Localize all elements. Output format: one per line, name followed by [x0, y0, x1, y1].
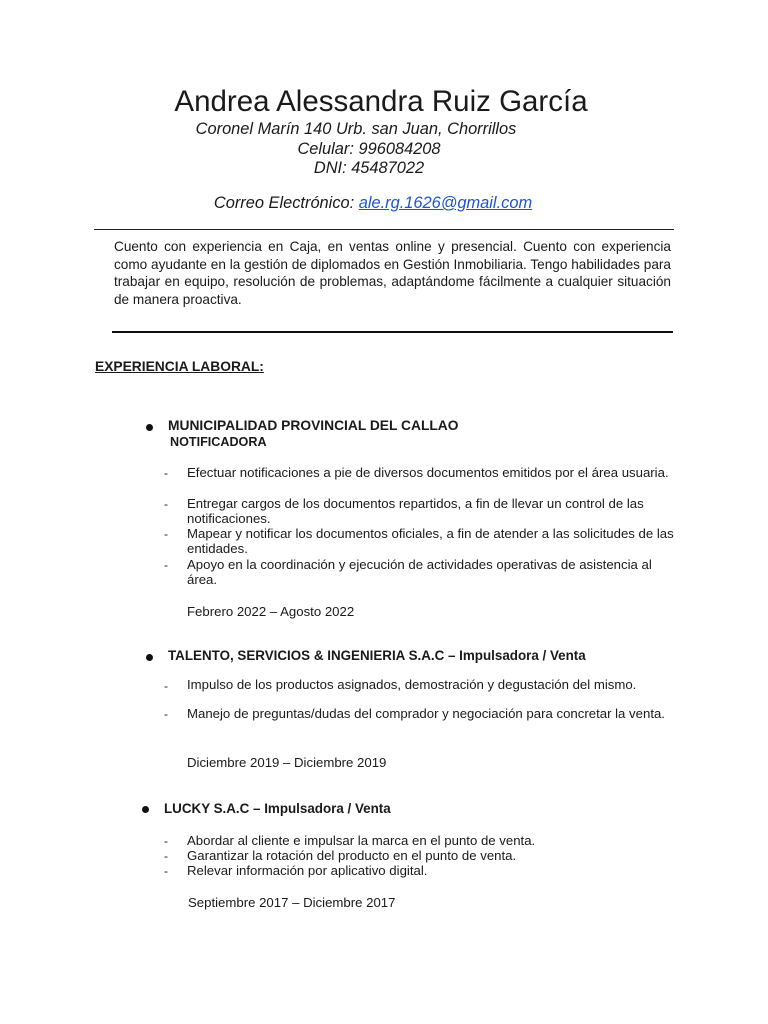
job-role: NOTIFICADORA [170, 435, 267, 449]
job-period: Diciembre 2019 – Diciembre 2019 [187, 755, 387, 770]
job-company: TALENTO, SERVICIOS & INGENIERIA S.A.C – Impulsadora / Venta [168, 648, 586, 663]
dash-icon: - [164, 707, 168, 721]
section-title-experience: EXPERIENCIA LABORAL: [95, 359, 264, 374]
job-task: Apoyo en la coordinación y ejecución de actividades operativas de asistencia al área. [187, 557, 652, 588]
bullet-icon [146, 424, 153, 431]
job-task: Mapear y notificar los documentos oficiales, a fin de atender a las solicitudes de las entidades. [187, 526, 674, 557]
job-task: Garantizar la rotación del producto en el punto de venta. [187, 848, 517, 863]
email-link[interactable]: ale.rg.1626@gmail.com [358, 194, 533, 212]
job-company: LUCKY S.A.C – Impulsadora / Venta [164, 801, 391, 816]
bullet-icon [146, 654, 153, 661]
dni-line: DNI: 45487022 [313, 159, 425, 177]
job-company: MUNICIPALIDAD PROVINCIAL DEL CALLAO [168, 418, 459, 433]
dash-icon: - [164, 497, 168, 511]
summary-divider [112, 331, 673, 333]
phone-line: Celular: 996084208 [297, 140, 441, 158]
job-task: Relevar información por aplicativo digital. [187, 863, 428, 878]
dash-icon: - [164, 466, 168, 480]
job-task: Entregar cargos de los documentos repartidos, a fin de llevar un control de las notificaciones. [187, 496, 644, 527]
dash-icon: - [164, 527, 168, 541]
header-divider [94, 229, 674, 230]
job-period: Septiembre 2017 – Diciembre 2017 [188, 895, 396, 910]
dash-icon: - [164, 849, 168, 863]
job-task: Manejo de preguntas/dudas del comprador y negociación para concretar la venta. [187, 706, 665, 721]
dash-icon: - [164, 558, 168, 572]
dash-icon: - [164, 679, 168, 693]
dash-icon: - [164, 864, 168, 878]
address-line: Coronel Marín 140 Urb. san Juan, Chorrillos [195, 120, 517, 138]
email-label: Correo Electrónico: [213, 194, 355, 212]
email-line [0, 192, 746, 214]
candidate-name: Andrea Alessandra Ruiz García [174, 85, 588, 118]
professional-summary: Cuento con experiencia en Caja, en ventas online y presencial. Cuento con experiencia como ayudante en la gestión de diplomados en Gestión Inmobiliaria. Tengo habilidades para trabajar en equipo, resolución de problemas, adaptándome fácilmente a cualquier situación de manera proactiva. [114, 239, 671, 307]
job-task: Impulso de los productos asignados, demostración y degustación del mismo. [187, 677, 637, 692]
job-period: Febrero 2022 – Agosto 2022 [187, 604, 355, 619]
job-task: Efectuar notificaciones a pie de diversos documentos emitidos por el área usuaria. [187, 465, 669, 480]
job-task: Abordar al cliente e impulsar la marca en el punto de venta. [187, 833, 536, 848]
bullet-icon [142, 806, 149, 813]
dash-icon: - [164, 834, 168, 848]
